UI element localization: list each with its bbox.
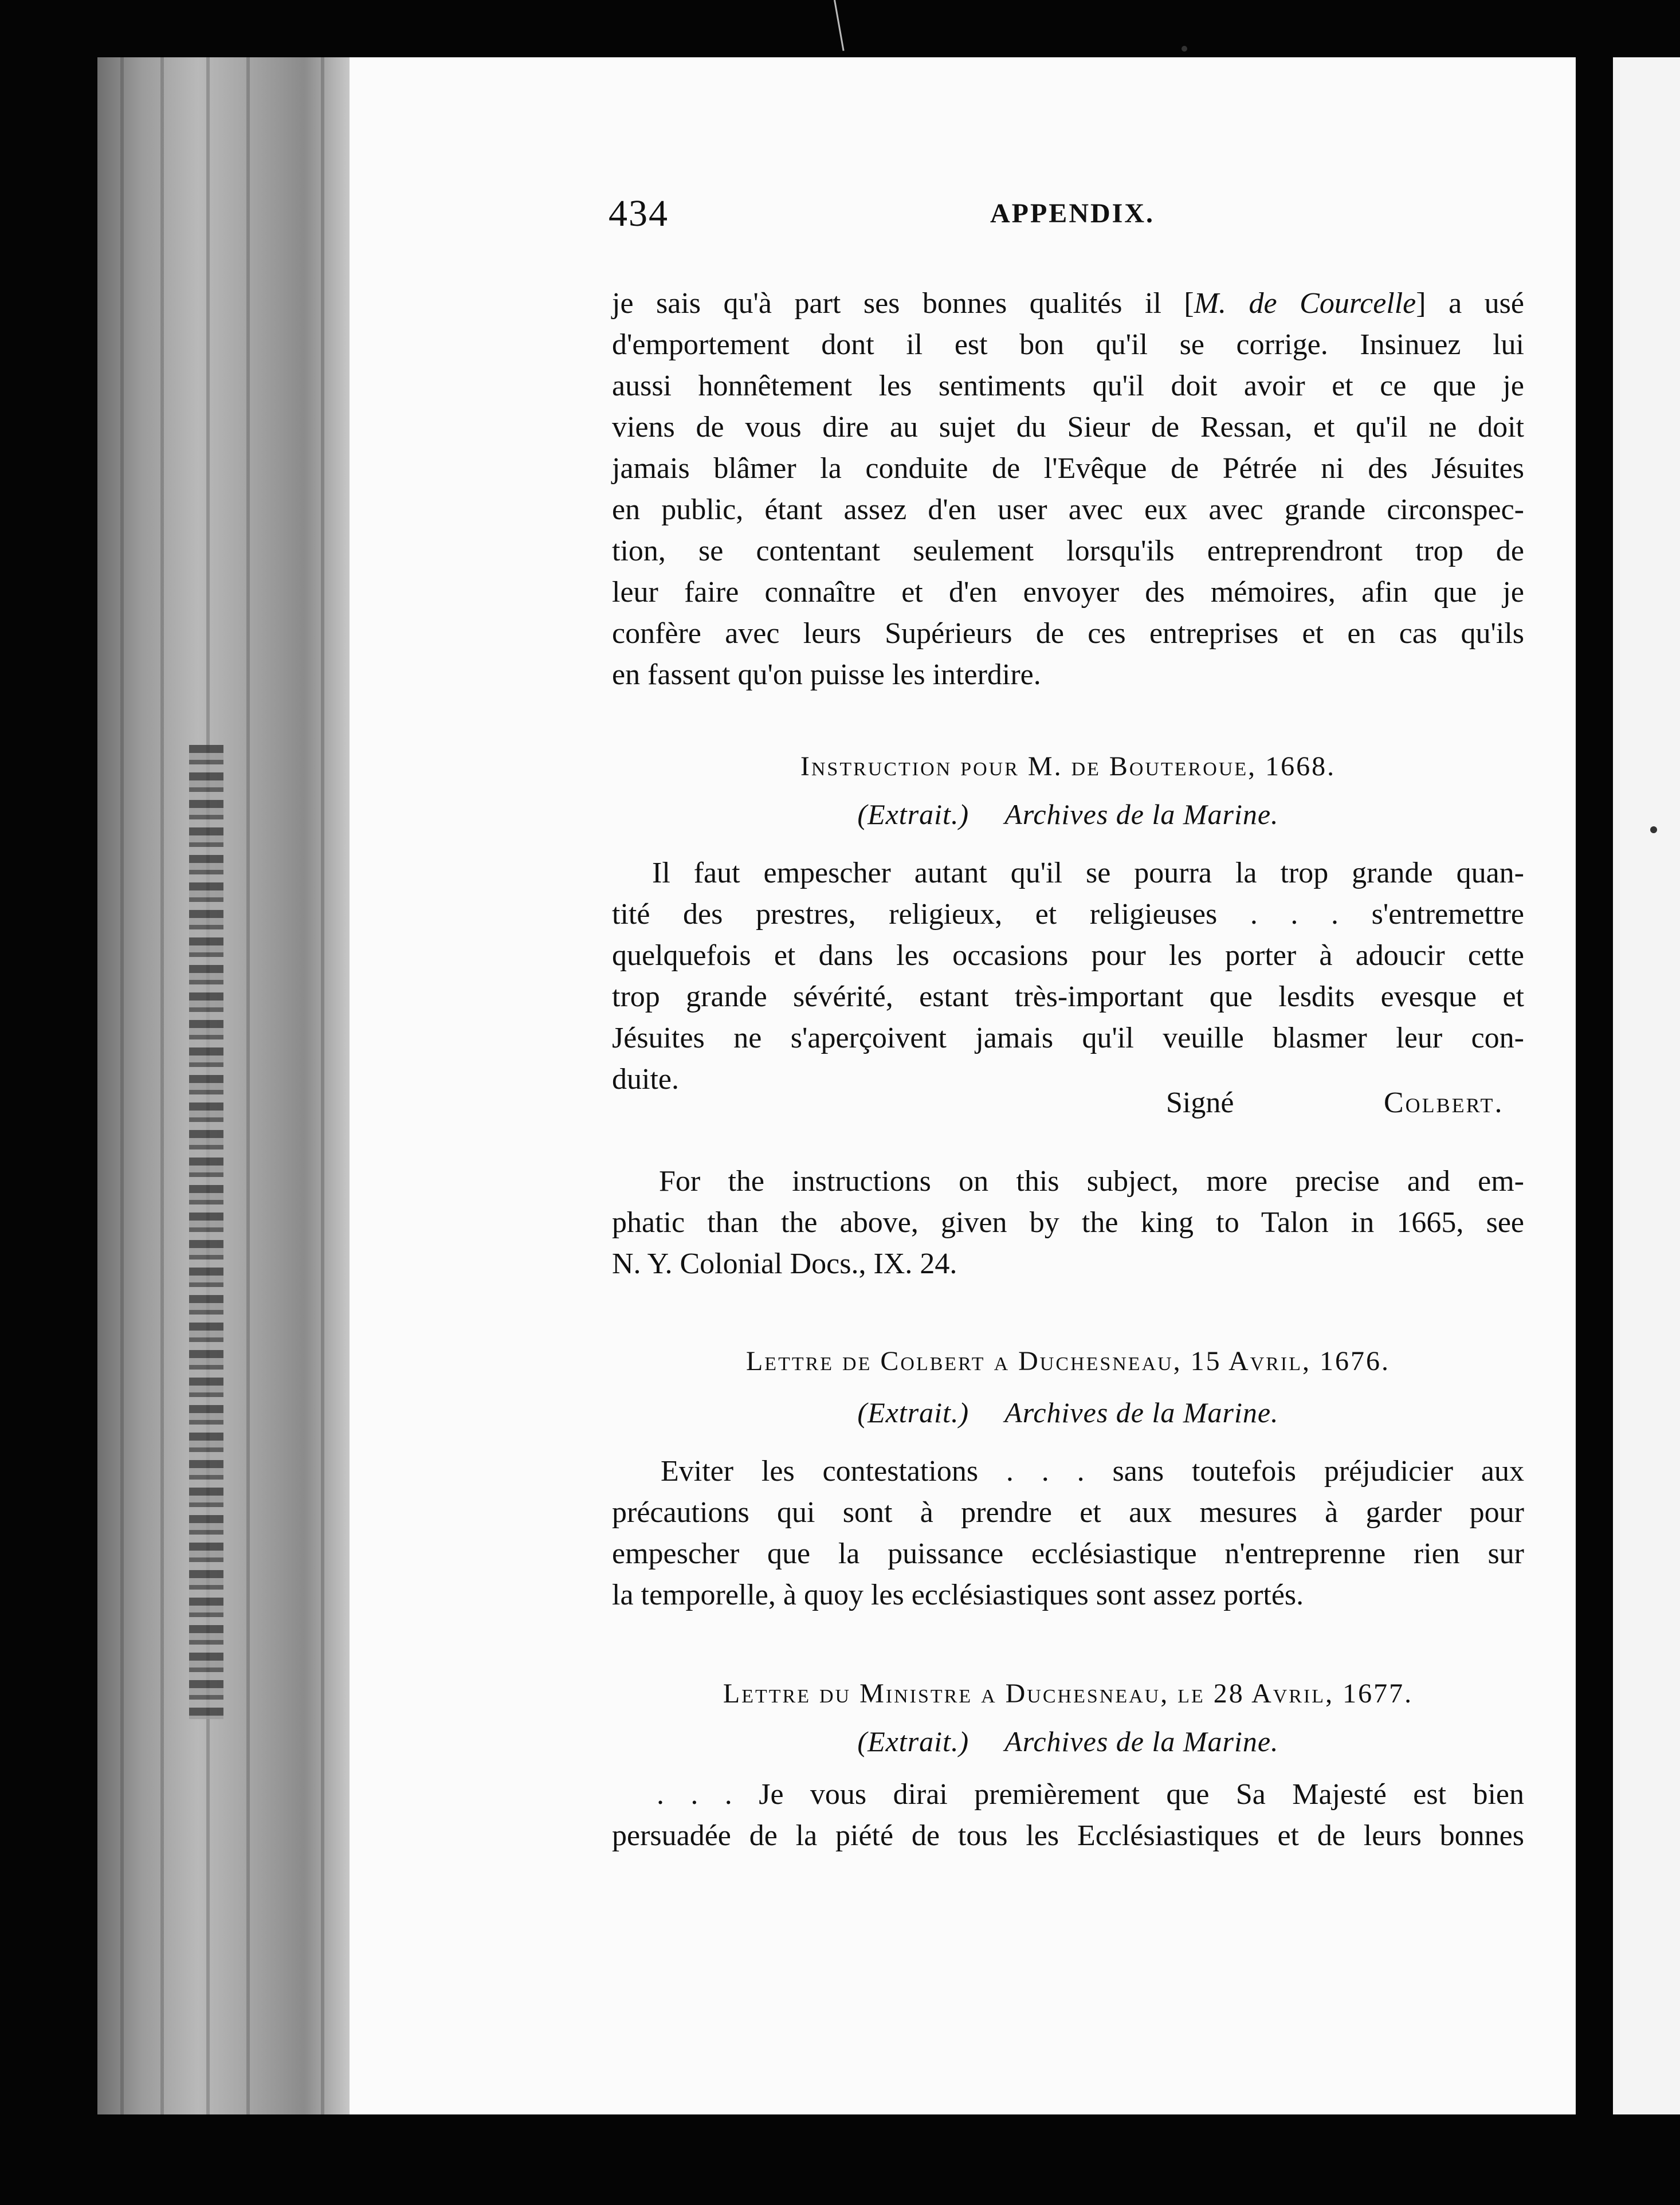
- text-line: viens de vous dire au sujet du Sieur de Ressan, et qu'il ne doit: [612, 411, 1524, 444]
- section-body: [612, 853, 1524, 1100]
- text-line: d'emportement dont il est bon qu'il se corrige. Insinuez lui: [612, 328, 1524, 361]
- page-number: 434: [609, 193, 669, 234]
- text-line: phatic than the above, given by the king to Talon in 1665, see: [612, 1206, 1524, 1239]
- text-line: Il faut empescher autant qu'il se pourra la trop grande quan-: [652, 857, 1524, 889]
- source-archive: Archives de la Marine.: [1004, 798, 1279, 830]
- source-archive: Archives de la Marine.: [1004, 1725, 1279, 1757]
- source-archive: Archives de la Marine.: [1004, 1396, 1279, 1429]
- text-line: jamais blâmer la conduite de l'Evêque de Pétrée ni des Jésuites: [612, 452, 1524, 485]
- section-source: [612, 1725, 1524, 1758]
- section-heading: Lettre de Colbert a Duchesneau, 15 Avril, 1676.: [745, 1346, 1391, 1376]
- speck: [1182, 46, 1187, 52]
- text-line: Eviter les contestations . . . sans toutefois préjudicier aux: [661, 1455, 1524, 1488]
- text-line: quelquefois et dans les occasions pour les porter à adoucir cette: [612, 939, 1524, 972]
- paragraph-continued: [612, 283, 1524, 696]
- text-line: en public, étant assez d'en user avec eux avec grande circonspec-: [612, 493, 1524, 526]
- text-line: aussi honnêtement les sentiments qu'il doit avoir et ce que je: [612, 370, 1524, 402]
- speck: [1650, 826, 1657, 833]
- source-extract: (Extrait.): [857, 1396, 969, 1429]
- text-line: précautions qui sont à prendre et aux mesures à garder pour: [612, 1496, 1524, 1529]
- section-heading: Instruction pour M. de Bouteroue, 1668.: [800, 751, 1336, 782]
- page-crease: [834, 0, 845, 51]
- text-line: tion, se contentant seulement lorsqu'ils entreprendront trop de: [612, 535, 1524, 567]
- text-line: trop grande sévérité, estant très-important que lesdits evesque et: [612, 980, 1524, 1013]
- running-title: APPENDIX.: [990, 198, 1155, 229]
- text-line: tité des prestres, religieux, et religieuses . . . s'entremettre: [612, 898, 1524, 931]
- signed-name: Colbert.: [1384, 1086, 1504, 1119]
- text-line: empescher que la puissance ecclésiastique n'entreprenne rien sur: [612, 1537, 1524, 1570]
- text-line: la temporelle, à quoy les ecclésiastiques sont assez portés.: [612, 1579, 1304, 1611]
- right-page-edge: [1613, 57, 1680, 2114]
- text-line: je sais qu'à part ses bonnes qualités il [M. de Courcelle] a usé: [612, 287, 1524, 320]
- section-heading: Lettre du Ministre a Duchesneau, le 28 Avril, 1677.: [723, 1678, 1414, 1709]
- text-line: Jésuites ne s'aperçoivent jamais qu'il veuille blasmer leur con-: [612, 1022, 1524, 1054]
- text-line: duite.: [612, 1063, 679, 1096]
- spine-lettering: [189, 745, 223, 1719]
- section-source: [612, 798, 1524, 831]
- text-line: persuadée de la piété de tous les Ecclésiastiques et de leurs bonnes: [612, 1819, 1524, 1852]
- note-paragraph: [612, 1161, 1524, 1285]
- text-line: confère avec leurs Supérieurs de ces entreprises et en cas qu'ils: [612, 617, 1524, 650]
- source-extract: (Extrait.): [857, 1725, 969, 1757]
- section-body: [612, 1451, 1524, 1616]
- section-body: [612, 1774, 1524, 1857]
- text-line: en fassent qu'on puisse les interdire.: [612, 658, 1041, 691]
- book-spine: [97, 57, 350, 2114]
- text-line: . . . Je vous dirai premièrement que Sa Majesté est bien: [657, 1778, 1524, 1811]
- signed-label: Signé: [1166, 1086, 1234, 1119]
- section-source: [612, 1396, 1524, 1429]
- text-line: leur faire connaître et d'en envoyer des mémoires, afin que je: [612, 576, 1524, 609]
- text-line: For the instructions on this subject, more precise and em-: [659, 1165, 1524, 1198]
- source-extract: (Extrait.): [857, 798, 969, 830]
- text-line: N. Y. Colonial Docs., IX. 24.: [612, 1247, 957, 1280]
